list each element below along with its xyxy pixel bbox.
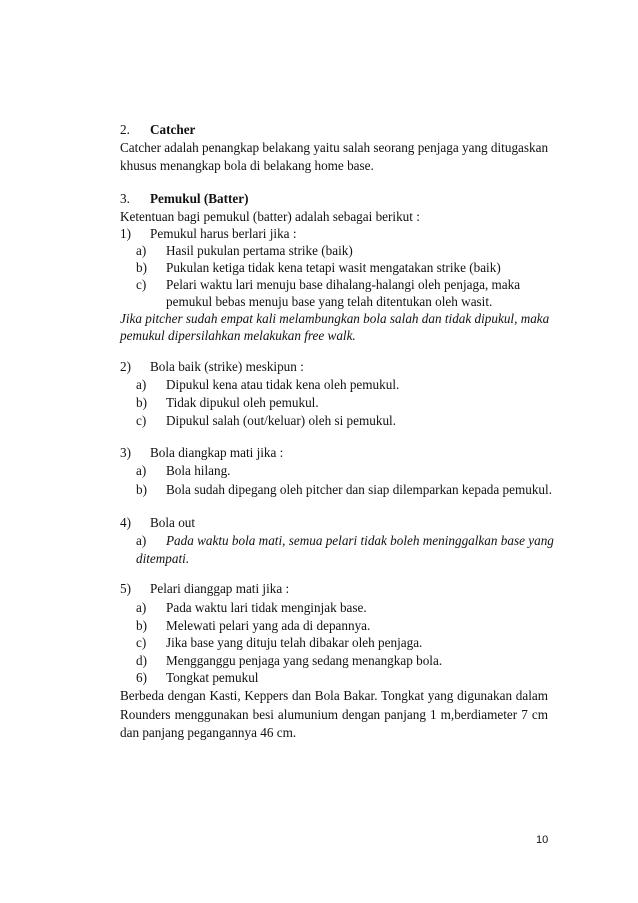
list-marker: c) (136, 635, 147, 650)
list-text: Pada waktu bola mati, semua pelari tidak boleh meninggalkan base yang (166, 533, 554, 548)
list-item (136, 376, 548, 394)
list-marker: c) (136, 277, 147, 292)
italic-note: pemukul dipersilahkan melakukan free walk. (120, 328, 356, 343)
list-marker: d) (136, 653, 147, 668)
list-text: Pada waktu lari tidak menginjak base. (166, 600, 367, 615)
paragraph-line: Rounders menggunakan besi alumunium dengan panjang 1 m,berdiameter 7 cm (120, 707, 548, 722)
list-text: Bola hilang. (166, 463, 231, 478)
list-item (136, 532, 554, 550)
list-marker: a) (136, 600, 147, 615)
list-text: Jika base yang dituju telah dibakar oleh penjaga. (166, 635, 423, 650)
rule-text: Bola baik (strike) meskipun : (150, 359, 304, 374)
list-marker: b) (136, 618, 147, 633)
rule-number: 5) (120, 581, 131, 596)
rule-heading (120, 580, 548, 598)
list-text: Tidak dipukul oleh pemukul. (166, 395, 319, 410)
rule-text: Bola diangkap mati jika : (150, 445, 284, 460)
list-item (136, 634, 548, 652)
list-marker: b) (136, 395, 147, 410)
rule-heading (120, 358, 548, 376)
section-title: Pemukul (Batter) (150, 191, 249, 206)
paragraph-line: khusus menangkap bola di belakang home base. (120, 158, 374, 173)
list-marker: b) (136, 482, 147, 497)
paragraph-line: dan panjang pegangannya 46 cm. (120, 725, 297, 740)
list-text: Hasil pukulan pertama strike (baik) (166, 243, 353, 258)
list-text: Pelari waktu lari menuju base dihalang-halangi oleh penjaga, maka (166, 277, 521, 292)
list-item (136, 599, 548, 617)
list-item (136, 394, 548, 412)
rule-number: 1) (120, 226, 131, 241)
paragraph-line: Ketentuan bagi pemukul (batter) adalah sebagai berikut : (120, 209, 420, 224)
list-marker: a) (136, 533, 147, 548)
rule-number: 4) (120, 515, 131, 530)
list-marker: a) (136, 377, 147, 392)
page-number: 10 (536, 834, 549, 846)
section-title: Catcher (150, 122, 196, 137)
section-number: 2. (120, 122, 130, 137)
list-text: Dipukul kena atau tidak kena oleh pemukul. (166, 377, 400, 392)
italic-note: Jika pitcher sudah empat kali melambungkan bola salah dan tidak dipukul, maka (120, 311, 550, 326)
rule-heading (120, 444, 548, 462)
paragraph-line: Berbeda dengan Kasti, Keppers dan Bola Bakar. Tongkat yang digunakan dalam (120, 688, 548, 703)
rule-heading (120, 514, 548, 532)
rule-text: Bola out (150, 515, 196, 530)
list-text: Mengganggu penjaga yang sedang menangkap bola. (166, 653, 443, 668)
list-marker: a) (136, 243, 147, 258)
list-item (136, 669, 548, 687)
list-item (136, 462, 548, 480)
rule-number: 2) (120, 359, 131, 374)
section-heading-batter (120, 190, 548, 208)
list-item (136, 412, 548, 430)
rule-text: Pemukul harus berlari jika : (150, 226, 297, 241)
rule-number: 3) (120, 445, 131, 460)
section-heading-catcher (120, 121, 548, 139)
list-text: Pukulan ketiga tidak kena tetapi wasit mengatakan strike (baik) (166, 260, 501, 275)
list-marker: a) (136, 463, 147, 478)
list-text: Bola sudah dipegang oleh pitcher dan siap dilemparkan kepada pemukul. (166, 482, 552, 497)
list-marker: b) (136, 260, 147, 275)
list-text: Melewati pelari yang ada di depannya. (166, 618, 371, 633)
list-item (136, 481, 552, 499)
list-item (136, 652, 548, 670)
list-marker: c) (136, 413, 147, 428)
list-text: Dipukul salah (out/keluar) oleh si pemukul. (166, 413, 397, 428)
list-continuation: pemukul bebas menuju base yang telah ditentukan oleh wasit. (166, 294, 493, 309)
list-item (136, 276, 548, 294)
list-continuation: ditempati. (136, 551, 190, 566)
list-text: Tongkat pemukul (166, 670, 259, 685)
rule-heading (120, 225, 548, 243)
list-item (136, 617, 548, 635)
list-item (136, 259, 548, 277)
list-marker: 6) (136, 670, 147, 685)
paragraph-line: Catcher adalah penangkap belakang yaitu salah seorang penjaga yang ditugaskan (120, 140, 549, 155)
rule-text: Pelari dianggap mati jika : (150, 581, 290, 596)
list-item (136, 242, 548, 260)
section-number: 3. (120, 191, 130, 206)
